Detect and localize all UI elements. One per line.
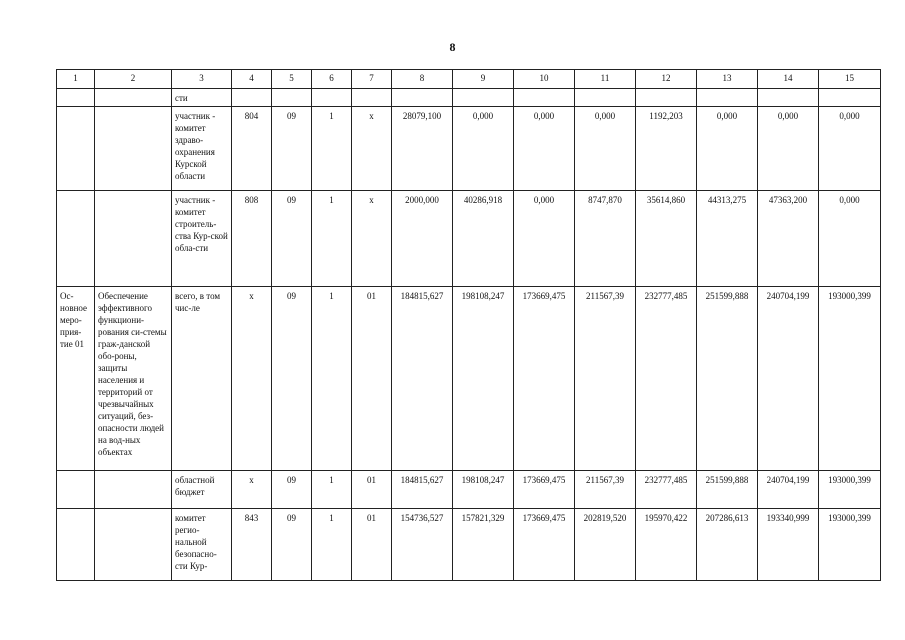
- cell: Ос-новное меро-прия-тие 01: [57, 287, 95, 471]
- cell: участник - комитет строитель-ства Кур-ской обла-сти: [172, 191, 232, 287]
- cell: [453, 89, 514, 107]
- cell: сти: [172, 89, 232, 107]
- cell: 211567,39: [575, 287, 636, 471]
- cell: 09: [272, 509, 312, 581]
- column-header: 7: [352, 70, 392, 89]
- cell: [352, 89, 392, 107]
- cell: 240704,199: [758, 287, 819, 471]
- cell: [57, 471, 95, 509]
- cell: 09: [272, 471, 312, 509]
- cell: 1: [312, 287, 352, 471]
- column-header: 11: [575, 70, 636, 89]
- cell: [57, 509, 95, 581]
- cell: 47363,200: [758, 191, 819, 287]
- cell: комитет регио-нальной безопасно-сти Кур-: [172, 509, 232, 581]
- cell: 09: [272, 107, 312, 191]
- cell: [95, 509, 172, 581]
- cell: 251599,888: [697, 471, 758, 509]
- cell: 843: [232, 509, 272, 581]
- cell: [95, 107, 172, 191]
- cell: [392, 89, 453, 107]
- column-header: 6: [312, 70, 352, 89]
- cell: областной бюджет: [172, 471, 232, 509]
- cell: 0,000: [514, 191, 575, 287]
- cell: [272, 89, 312, 107]
- cell: 0,000: [697, 107, 758, 191]
- cell: 1192,203: [636, 107, 697, 191]
- cell: [95, 89, 172, 107]
- cell: [232, 89, 272, 107]
- cell: 0,000: [575, 107, 636, 191]
- cell: 1: [312, 107, 352, 191]
- cell: 01: [352, 471, 392, 509]
- cell: 804: [232, 107, 272, 191]
- budget-table: [56, 69, 881, 581]
- cell: 44313,275: [697, 191, 758, 287]
- cell: х: [352, 191, 392, 287]
- table-row: [57, 89, 881, 107]
- cell: 184815,627: [392, 287, 453, 471]
- cell: х: [352, 107, 392, 191]
- cell: [57, 191, 95, 287]
- cell: 1: [312, 471, 352, 509]
- cell: 01: [352, 509, 392, 581]
- cell: 0,000: [514, 107, 575, 191]
- table-row: [57, 287, 881, 471]
- cell: 251599,888: [697, 287, 758, 471]
- table-row: [57, 509, 881, 581]
- cell: 09: [272, 287, 312, 471]
- cell: 193000,399: [819, 471, 881, 509]
- cell: 1: [312, 509, 352, 581]
- cell: [697, 89, 758, 107]
- cell: 0,000: [819, 191, 881, 287]
- column-header: 3: [172, 70, 232, 89]
- cell: [514, 89, 575, 107]
- header-row: [57, 70, 881, 89]
- cell: 193340,999: [758, 509, 819, 581]
- column-header: 12: [636, 70, 697, 89]
- table-row: [57, 471, 881, 509]
- table-row: [57, 191, 881, 287]
- cell: 193000,399: [819, 509, 881, 581]
- cell: 09: [272, 191, 312, 287]
- cell: 01: [352, 287, 392, 471]
- cell: 40286,918: [453, 191, 514, 287]
- column-header: 5: [272, 70, 312, 89]
- cell: х: [232, 471, 272, 509]
- cell: 240704,199: [758, 471, 819, 509]
- cell: участник - комитет здраво-охранения Курской области: [172, 107, 232, 191]
- cell: 808: [232, 191, 272, 287]
- cell: 207286,613: [697, 509, 758, 581]
- cell: [575, 89, 636, 107]
- cell: [57, 89, 95, 107]
- cell: 0,000: [819, 107, 881, 191]
- column-header: 15: [819, 70, 881, 89]
- cell: 35614,860: [636, 191, 697, 287]
- cell: 198108,247: [453, 287, 514, 471]
- cell: [758, 89, 819, 107]
- cell: [819, 89, 881, 107]
- cell: 198108,247: [453, 471, 514, 509]
- cell: 28079,100: [392, 107, 453, 191]
- column-header: 14: [758, 70, 819, 89]
- cell: х: [232, 287, 272, 471]
- cell: 0,000: [758, 107, 819, 191]
- column-header: 2: [95, 70, 172, 89]
- cell: 0,000: [453, 107, 514, 191]
- cell: 157821,329: [453, 509, 514, 581]
- cell: 173669,475: [514, 287, 575, 471]
- cell: [57, 107, 95, 191]
- column-header: 1: [57, 70, 95, 89]
- cell: 1: [312, 191, 352, 287]
- column-header: 8: [392, 70, 453, 89]
- cell: [636, 89, 697, 107]
- page-number: 8: [449, 40, 456, 54]
- cell: [95, 191, 172, 287]
- cell: 232777,485: [636, 287, 697, 471]
- column-header: 10: [514, 70, 575, 89]
- cell: 173669,475: [514, 509, 575, 581]
- cell: 202819,520: [575, 509, 636, 581]
- cell: 2000,000: [392, 191, 453, 287]
- column-header: 9: [453, 70, 514, 89]
- cell: всего, в том чис-ле: [172, 287, 232, 471]
- cell: [312, 89, 352, 107]
- cell: Обеспечение эффективного функциони-рования си-стемы граж-данской обо-роны, защиты населения и территорий от чрезвычайных ситуаций, без-опасности людей на вод-ных объектах: [95, 287, 172, 471]
- cell: 193000,399: [819, 287, 881, 471]
- column-header: 13: [697, 70, 758, 89]
- cell: 232777,485: [636, 471, 697, 509]
- cell: [95, 471, 172, 509]
- cell: 8747,870: [575, 191, 636, 287]
- table-row: [57, 107, 881, 191]
- cell: 184815,627: [392, 471, 453, 509]
- column-header: 4: [232, 70, 272, 89]
- cell: 173669,475: [514, 471, 575, 509]
- cell: 154736,527: [392, 509, 453, 581]
- cell: 195970,422: [636, 509, 697, 581]
- cell: 211567,39: [575, 471, 636, 509]
